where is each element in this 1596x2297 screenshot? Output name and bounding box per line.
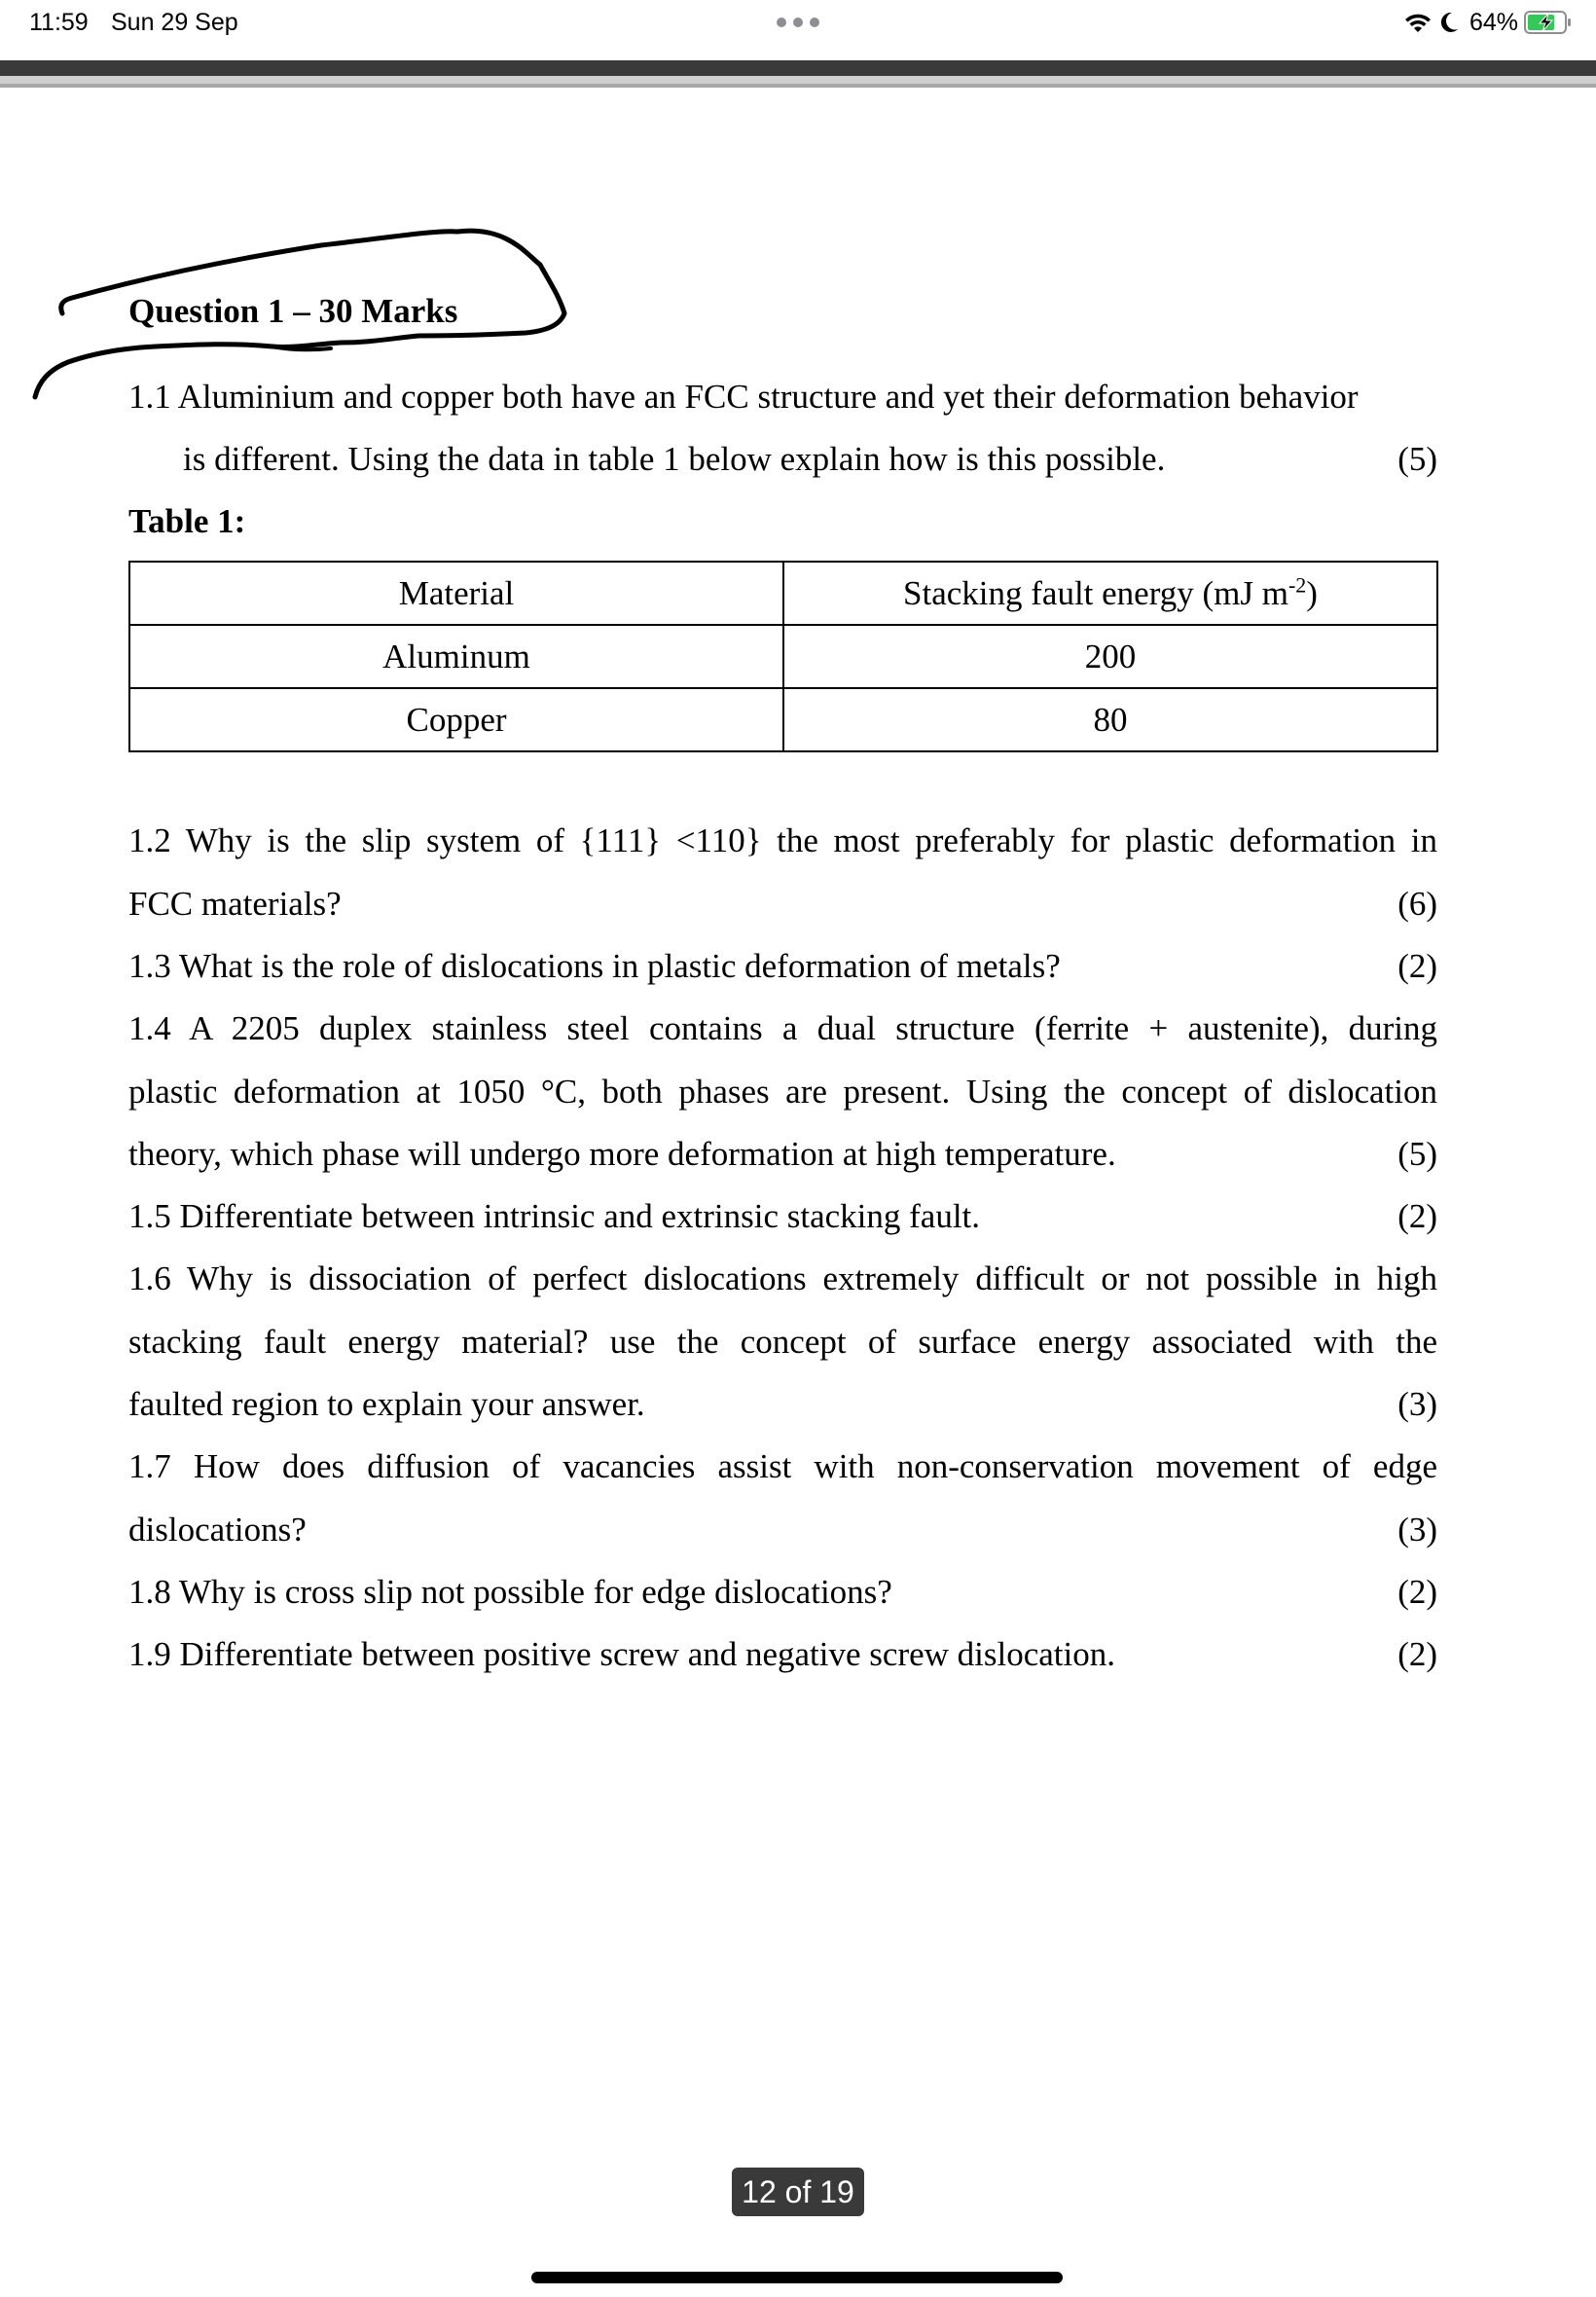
home-indicator[interactable] — [531, 2272, 1063, 2283]
battery-percent: 64% — [1469, 8, 1518, 36]
marks-label: (2) — [1397, 1197, 1437, 1235]
question-text: 1.3 What is the role of dislocations in plastic deformation of metals? — [128, 947, 1061, 985]
question-text: 1.2 Why is the slip system of {111} <110} the most preferably for plastic deformation in — [128, 821, 1437, 859]
marks-label: (2) — [1397, 1573, 1437, 1611]
table-cell: Aluminum — [129, 625, 783, 688]
marks-label: (5) — [1397, 1135, 1437, 1173]
stacking-fault-table — [128, 561, 1438, 752]
table-cell: 80 — [783, 688, 1437, 751]
question-1-7 — [128, 1445, 1437, 1571]
question-text: 1.9 Differentiate between positive screw and negative screw dislocation. — [128, 1635, 1115, 1673]
question-1-9 — [128, 1633, 1437, 1696]
question-1-4 — [128, 1007, 1437, 1196]
table-row — [129, 625, 1437, 688]
question-1-5 — [128, 1195, 1437, 1258]
table-row — [129, 688, 1437, 751]
status-date: Sun 29 Sep — [111, 9, 238, 36]
header-close: ) — [1306, 573, 1318, 612]
question-text: plastic deformation at 1050 °C, both phases are present. Using the concept of dislocation — [128, 1072, 1437, 1111]
question-1-2 — [128, 820, 1437, 945]
question-text: 1.5 Differentiate between intrinsic and extrinsic stacking fault. — [128, 1197, 981, 1235]
page-indicator: 12 of 19 — [732, 2168, 864, 2216]
table-cell: 200 — [783, 625, 1437, 688]
table-cell: Copper — [129, 688, 783, 751]
question-text: 1.8 Why is cross slip not possible for edge dislocations? — [128, 1573, 892, 1611]
table-header-row — [129, 562, 1437, 625]
marks-label: (6) — [1397, 884, 1437, 923]
question-text: theory, which phase will undergo more deformation at high temperature. — [128, 1135, 1116, 1173]
question-text: stacking fault energy material? use the concept of surface energy associated with the — [128, 1322, 1437, 1361]
marks-label: (2) — [1397, 947, 1437, 985]
question-text: 1.4 A 2205 duplex stainless steel contains a dual structure (ferrite + austenite), during — [128, 1009, 1437, 1047]
question-title: Question 1 – 30 Marks — [128, 292, 458, 330]
question-text: faulted region to explain your answer. — [128, 1385, 645, 1423]
marks-label: (2) — [1397, 1635, 1437, 1673]
question-1-3 — [128, 945, 1437, 1008]
header-exponent: -2 — [1288, 571, 1307, 597]
question-text: is different. Using the data in table 1 below explain how is this possible. — [183, 440, 1166, 478]
question-1-6 — [128, 1258, 1437, 1446]
header-text: Stacking fault energy (mJ m — [903, 573, 1288, 612]
question-text: 1.7 How does diffusion of vacancies assist with non-conservation movement of edge — [128, 1447, 1437, 1485]
table-header: Material — [129, 562, 783, 625]
marks-label: (5) — [1397, 440, 1437, 478]
question-1-8 — [128, 1571, 1437, 1634]
table-caption: Table 1: — [128, 502, 246, 540]
question-text: 1.1 Aluminium and copper both have an FCC structure and yet their deformation behavior — [128, 378, 1359, 416]
status-time: 11:59 — [29, 9, 89, 36]
question-1-1 — [128, 376, 1437, 500]
question-text: 1.6 Why is dissociation of perfect dislocations extremely difficult or not possible in high — [128, 1259, 1437, 1297]
question-text: dislocations? — [128, 1510, 307, 1549]
question-text: FCC materials? — [128, 884, 342, 923]
table-header — [783, 562, 1437, 625]
marks-label: (3) — [1397, 1385, 1437, 1423]
marks-label: (3) — [1397, 1510, 1437, 1549]
